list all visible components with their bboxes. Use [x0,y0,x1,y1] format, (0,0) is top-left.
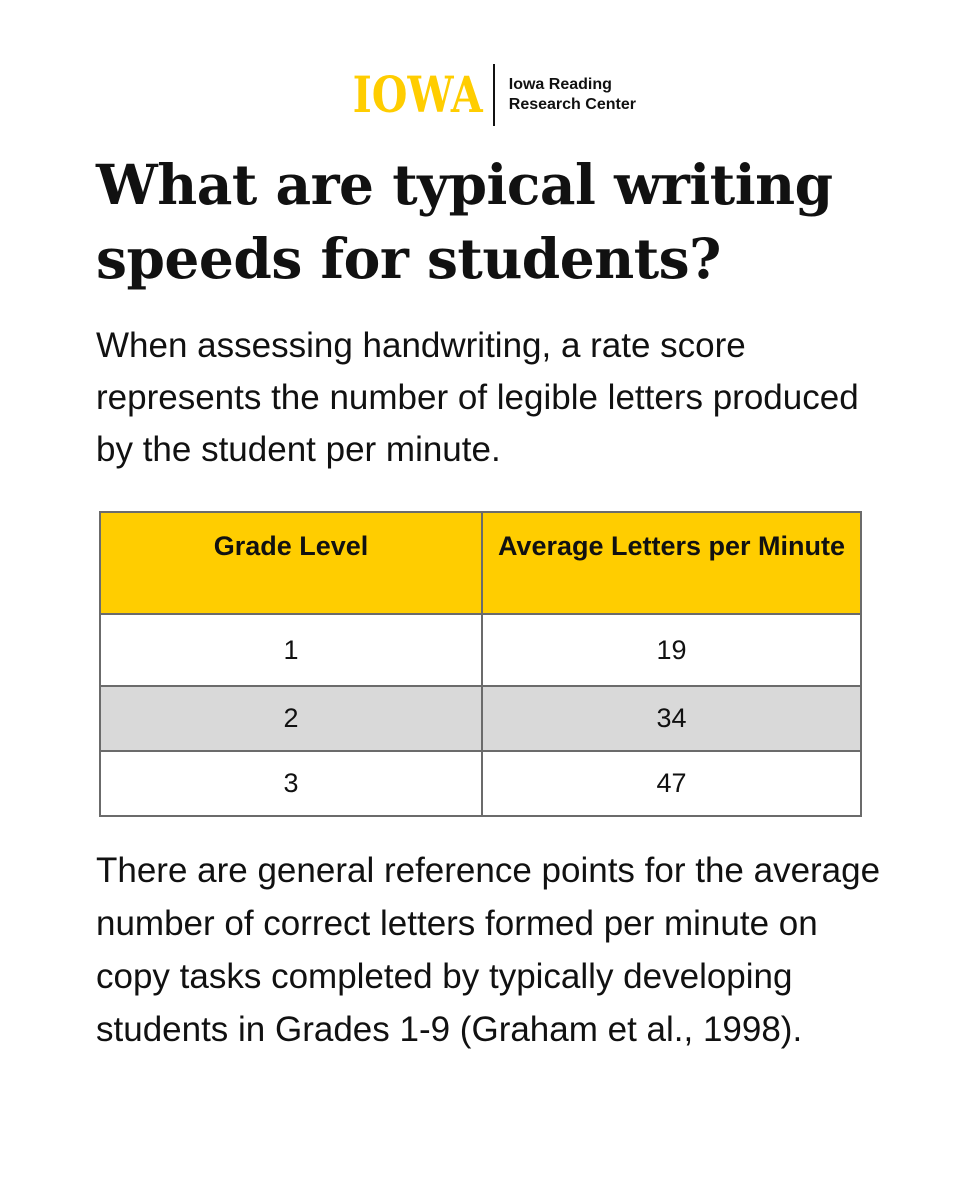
iowa-wordmark: IOWA [352,65,483,124]
header-grade-level: Grade Level [100,512,482,614]
logo-org-name [509,75,636,115]
page-title: What are typical writing speeds for students? [96,152,833,291]
table-row [100,751,861,816]
grade-cell: 1 [100,614,482,686]
logo-org-line-1: Iowa Reading [508,76,612,93]
letters-per-minute-cell: 19 [482,614,861,686]
header-average-letters-per-minute: Average Letters per Minute [482,512,861,614]
iowa-reading-research-center-logo [0,64,960,126]
grade-cell: 3 [100,751,482,816]
grade-cell: 2 [100,686,482,751]
table-header-row [100,512,861,614]
table-row [100,614,861,686]
logo-org-line-2: Research Center [508,96,636,113]
closing-paragraph: There are general reference points for the average number of correct letters formed per minute on copy tasks completed by typically developing students in Grades 1-9 (Graham et al., 1998). [96,851,881,1049]
table-row [100,686,861,751]
logo-divider [493,64,495,126]
letters-per-minute-cell: 47 [482,751,861,816]
intro-paragraph: When assessing handwriting, a rate score represents the number of legible letters produced by the student per minute. [96,326,859,469]
letters-per-minute-cell: 34 [482,686,861,751]
writing-speed-table [99,511,862,817]
